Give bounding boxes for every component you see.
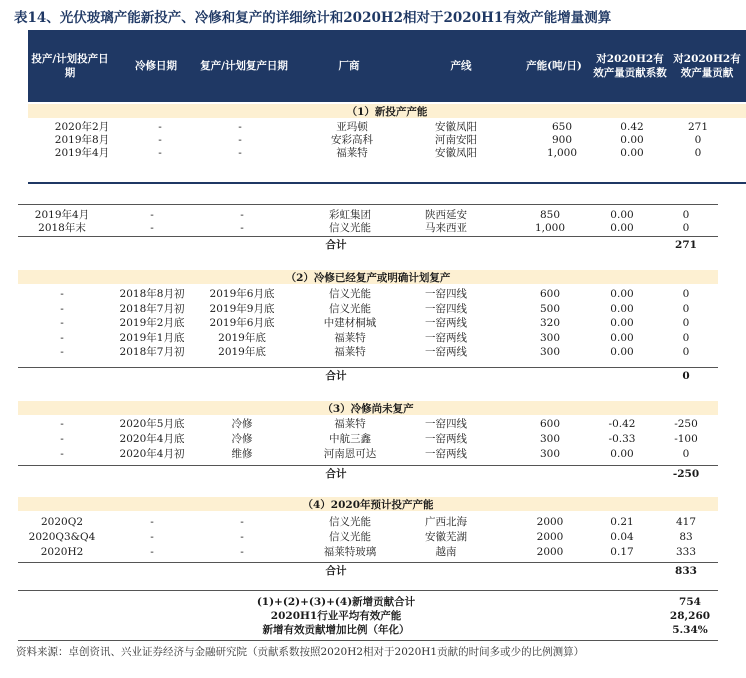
section-3-cell: 一窑两线 xyxy=(425,448,467,460)
section-3-cell: 河南恩可达 xyxy=(323,448,377,460)
section-3-cell: 一窑两线 xyxy=(425,433,467,445)
section-4-cell: 2020H2 xyxy=(40,546,84,558)
section-2-cell: 2019年9月底 xyxy=(209,302,275,315)
section-1-cell: 安彩高科 xyxy=(331,134,373,146)
section-2-cell: 一窑四线 xyxy=(425,288,467,300)
section-3-cell: - xyxy=(60,418,64,430)
section-3-cell: - xyxy=(60,433,64,445)
section-3-cell: 冷修 xyxy=(231,433,253,445)
section-2-cell: - xyxy=(60,331,64,344)
section-1b-cell: 2018年末 xyxy=(38,222,86,234)
section-1-cell: 0 xyxy=(694,134,702,146)
header-capacity: 产能(吨/日) xyxy=(526,60,582,72)
section-1-cell: 0 xyxy=(694,147,702,159)
section-3-cell: 维修 xyxy=(231,448,253,460)
section-1-total-value: 271 xyxy=(675,239,697,251)
section-1-cell: - xyxy=(238,121,242,133)
section-4-cell: 2000 xyxy=(536,546,564,558)
section-4-cell: 信义光能 xyxy=(329,516,371,528)
section-2-cell: 一窑四线 xyxy=(425,302,467,315)
section-3-cell: - xyxy=(60,448,64,460)
section-2-cell: 0.00 xyxy=(610,317,634,329)
section-3-cell: -100 xyxy=(674,433,698,445)
section-1-cell: - xyxy=(238,147,242,159)
section-2-cell: 0.00 xyxy=(610,302,634,315)
header-line: 产线 xyxy=(450,60,472,72)
section-2-cell: 一窑两线 xyxy=(425,331,467,344)
section-4-cell: 2000 xyxy=(536,531,564,543)
section-2-cell: 300 xyxy=(539,331,561,344)
section-3-total xyxy=(0,468,746,481)
section-2-cell: 2019年底 xyxy=(218,331,266,344)
section-1-bottom-rule xyxy=(28,182,746,184)
section-1b-cell: 1,000 xyxy=(534,222,566,234)
section-1-cell: 650 xyxy=(551,121,573,133)
section-2-cell: 0 xyxy=(682,331,690,344)
section-1-cell: 2019年8月 xyxy=(54,134,110,146)
section-4-cell: 2020Q2 xyxy=(40,516,84,528)
section-4-row xyxy=(0,546,746,559)
summary-line-value: 5.34% xyxy=(672,624,708,636)
section-4-total xyxy=(0,565,746,578)
summary-line-value: 754 xyxy=(679,596,701,608)
section-2-cell: 0.00 xyxy=(610,346,634,358)
section-1-cell: 亚玛顿 xyxy=(336,121,368,133)
section-3-cell: -0.33 xyxy=(608,433,636,445)
section-1-cell: 河南安阳 xyxy=(435,134,477,146)
section-1b-total-rule xyxy=(18,236,718,237)
section-2-cell: 500 xyxy=(539,302,561,315)
summary-top-rule xyxy=(18,590,718,591)
source-note: 资料来源：卓创资讯、兴业证券经济与金融研究院（贡献系数按照2020H2相对于2020H1贡献的时间多或少的比例测算） xyxy=(16,646,585,658)
section-2-cell: - xyxy=(60,317,64,329)
section-1b-cell: 马来西亚 xyxy=(425,222,467,234)
section-2-cell: 2019年1月底 xyxy=(119,331,185,344)
section-2-cell: 0.00 xyxy=(610,331,634,344)
section-1-cell: - xyxy=(158,121,162,133)
section-1-cell: 0.00 xyxy=(620,147,644,159)
section-3-cell: 300 xyxy=(539,433,561,445)
section-1-cell: 安徽凤阳 xyxy=(435,147,477,159)
section-3-cell: 0 xyxy=(682,448,690,460)
section-1b-cell: 0 xyxy=(682,222,690,234)
section-1-cell: - xyxy=(238,134,242,146)
section-2-cell: 2018年8月初 xyxy=(119,288,185,300)
section-2-cell: 0.00 xyxy=(610,288,634,300)
section-2-cell: 2018年7月初 xyxy=(119,302,185,315)
section-1b-cell: 0.00 xyxy=(610,209,634,221)
section-2-total-rule xyxy=(18,367,718,368)
section-1b-cell: - xyxy=(240,222,244,234)
section-2-cell: 中建材桐城 xyxy=(323,317,377,329)
section-2-total-value: 0 xyxy=(682,370,690,382)
section-1b-cell: 信义光能 xyxy=(329,222,371,234)
section-3-cell: 冷修 xyxy=(231,418,253,430)
section-4-total-label: 合计 xyxy=(325,565,347,577)
section-4-cell: 333 xyxy=(675,546,697,558)
section-1-cell: 271 xyxy=(687,121,709,133)
section-1b-cell: 850 xyxy=(539,209,561,221)
section-4-row xyxy=(0,531,746,544)
section-2-band: （2）冷修已经复产或明确计划复产 xyxy=(18,270,718,284)
section-2-cell: 2019年底 xyxy=(218,346,266,358)
summary-line xyxy=(0,610,746,623)
section-2-cell: 2019年2月底 xyxy=(119,317,185,329)
section-2-cell: 0 xyxy=(682,302,690,315)
section-3-total-label: 合计 xyxy=(325,468,347,480)
section-1b-cell: 陕西延安 xyxy=(425,209,467,221)
section-4-cell: 2020Q3&Q4 xyxy=(28,531,96,543)
table-header xyxy=(28,30,746,102)
section-3-row xyxy=(0,418,746,431)
section-1-cell: 2020年2月 xyxy=(54,121,110,133)
section-2-total xyxy=(0,370,746,383)
section-2-cell: 一窑两线 xyxy=(425,346,467,358)
section-2-cell: 2019年6月底 xyxy=(209,317,275,329)
section-1-cell: 1,000 xyxy=(546,147,578,159)
section-2-row xyxy=(0,317,746,330)
section-4-cell: 0.04 xyxy=(610,531,634,543)
section-3-cell: 福莱特 xyxy=(334,418,366,430)
header-contribution: 对2020H2有效产量贡献 xyxy=(673,53,741,79)
summary-line-label: (1)+(2)+(3)+(4)新增贡献合计 xyxy=(256,596,416,608)
section-2-cell: 600 xyxy=(539,288,561,300)
section-3-cell: 600 xyxy=(539,418,561,430)
section-2-cell: 一窑两线 xyxy=(425,317,467,329)
header-coefficient: 对2020H2有效产量贡献系数 xyxy=(593,53,667,79)
section-1b-row xyxy=(0,209,746,222)
section-3-cell: 300 xyxy=(539,448,561,460)
section-2-cell: 2019年6月底 xyxy=(209,288,275,300)
section-2-cell: 信义光能 xyxy=(329,288,371,300)
section-2-row xyxy=(0,332,746,345)
section-3-row xyxy=(0,433,746,446)
section-4-cell: 越南 xyxy=(435,546,457,558)
section-4-cell: - xyxy=(240,516,244,528)
section-4-cell: 83 xyxy=(679,531,693,543)
section-1-row xyxy=(0,147,746,160)
section-3-row xyxy=(0,448,746,461)
summary-bottom-rule xyxy=(18,640,718,641)
section-2-row xyxy=(0,346,746,359)
section-1b-top-rule xyxy=(18,204,718,205)
section-3-cell: 中航三鑫 xyxy=(329,433,371,445)
summary-line xyxy=(0,596,746,609)
summary-line-value: 28,260 xyxy=(669,610,711,622)
section-3-cell: 0.00 xyxy=(610,448,634,460)
section-2-total-label: 合计 xyxy=(325,370,347,382)
section-1-cell: 900 xyxy=(551,134,573,146)
section-2-cell: 0 xyxy=(682,317,690,329)
header-restart-date: 复产/计划复产日期 xyxy=(200,60,288,72)
summary-line xyxy=(0,624,746,637)
section-1-cell: 0.00 xyxy=(620,134,644,146)
section-2-row xyxy=(0,288,746,301)
section-1b-cell: 0 xyxy=(682,209,690,221)
section-4-cell: 信义光能 xyxy=(329,531,371,543)
section-4-cell: 2000 xyxy=(536,516,564,528)
section-2-cell: - xyxy=(60,302,64,315)
section-4-cell: - xyxy=(240,546,244,558)
section-2-row xyxy=(0,303,746,316)
summary-line-label: 新增有效贡献增加比例（年化） xyxy=(262,624,410,636)
section-4-cell: 0.17 xyxy=(610,546,634,558)
section-3-cell: 2020年5月底 xyxy=(119,418,185,430)
section-4-row xyxy=(0,516,746,529)
section-1-cell: 0.42 xyxy=(620,121,644,133)
summary-line-label: 2020H1行业平均有效产能 xyxy=(270,610,402,622)
section-1b-cell: - xyxy=(150,222,154,234)
section-2-cell: 2018年7月初 xyxy=(119,346,185,358)
section-1b-row xyxy=(0,222,746,235)
section-3-cell: 一窑四线 xyxy=(425,418,467,430)
section-3-cell: -0.42 xyxy=(608,418,636,430)
section-1-total-label: 合计 xyxy=(325,239,347,251)
header-manufacturer: 厂商 xyxy=(338,60,360,72)
section-1-cell: 2019年4月 xyxy=(54,147,110,159)
section-1-cell: 安徽凤阳 xyxy=(435,121,477,133)
section-3-cell: 2020年4月初 xyxy=(119,448,185,460)
section-1b-cell: 0.00 xyxy=(610,222,634,234)
section-4-cell: 安徽芜湖 xyxy=(425,531,467,543)
section-1-cell: - xyxy=(158,134,162,146)
section-1-cell: - xyxy=(158,147,162,159)
section-4-cell: - xyxy=(150,546,154,558)
section-2-cell: 320 xyxy=(539,317,561,329)
section-2-cell: - xyxy=(60,288,64,300)
section-2-cell: 0 xyxy=(682,288,690,300)
section-3-total-value: -250 xyxy=(672,468,700,480)
section-4-cell: - xyxy=(150,531,154,543)
section-1b-cell: - xyxy=(240,209,244,221)
section-3-total-rule xyxy=(18,465,718,466)
section-1-row xyxy=(0,134,746,147)
section-4-cell: 广西北海 xyxy=(425,516,467,528)
section-3-cell: -250 xyxy=(674,418,698,430)
section-3-band: （3）冷修尚未复产 xyxy=(18,401,718,415)
header-cold-repair-date: 冷修日期 xyxy=(135,60,177,72)
section-1-row xyxy=(0,121,746,134)
section-1-cell: 福莱特 xyxy=(336,147,368,159)
section-1-total xyxy=(0,239,746,252)
section-2-cell: 0 xyxy=(682,346,690,358)
table-title: 表14、光伏玻璃产能新投产、冷修和复产的详细统计和2020H2相对于2020H1有效产能增量测算 xyxy=(14,10,612,26)
section-4-cell: - xyxy=(240,531,244,543)
section-4-cell: - xyxy=(150,516,154,528)
section-1-band: （1）新投产产能 xyxy=(28,104,746,118)
section-4-cell: 福莱特玻璃 xyxy=(323,546,377,558)
section-1b-cell: 2019年4月 xyxy=(34,209,90,221)
section-2-cell: 信义光能 xyxy=(329,302,371,315)
section-1b-cell: 彩虹集团 xyxy=(329,209,371,221)
section-4-cell: 417 xyxy=(675,516,697,528)
section-2-cell: 福莱特 xyxy=(334,346,366,358)
section-2-cell: - xyxy=(60,346,64,358)
section-4-band: （4）2020年预计投产产能 xyxy=(18,497,718,511)
section-4-total-rule xyxy=(18,562,718,563)
section-4-cell: 0.21 xyxy=(610,516,634,528)
header-commission-date: 投产/计划投产日期 xyxy=(31,53,109,79)
section-2-cell: 福莱特 xyxy=(334,331,366,344)
section-2-cell: 300 xyxy=(539,346,561,358)
section-4-total-value: 833 xyxy=(675,565,697,577)
section-3-cell: 2020年4月底 xyxy=(119,433,185,445)
section-1b-cell: - xyxy=(150,209,154,221)
